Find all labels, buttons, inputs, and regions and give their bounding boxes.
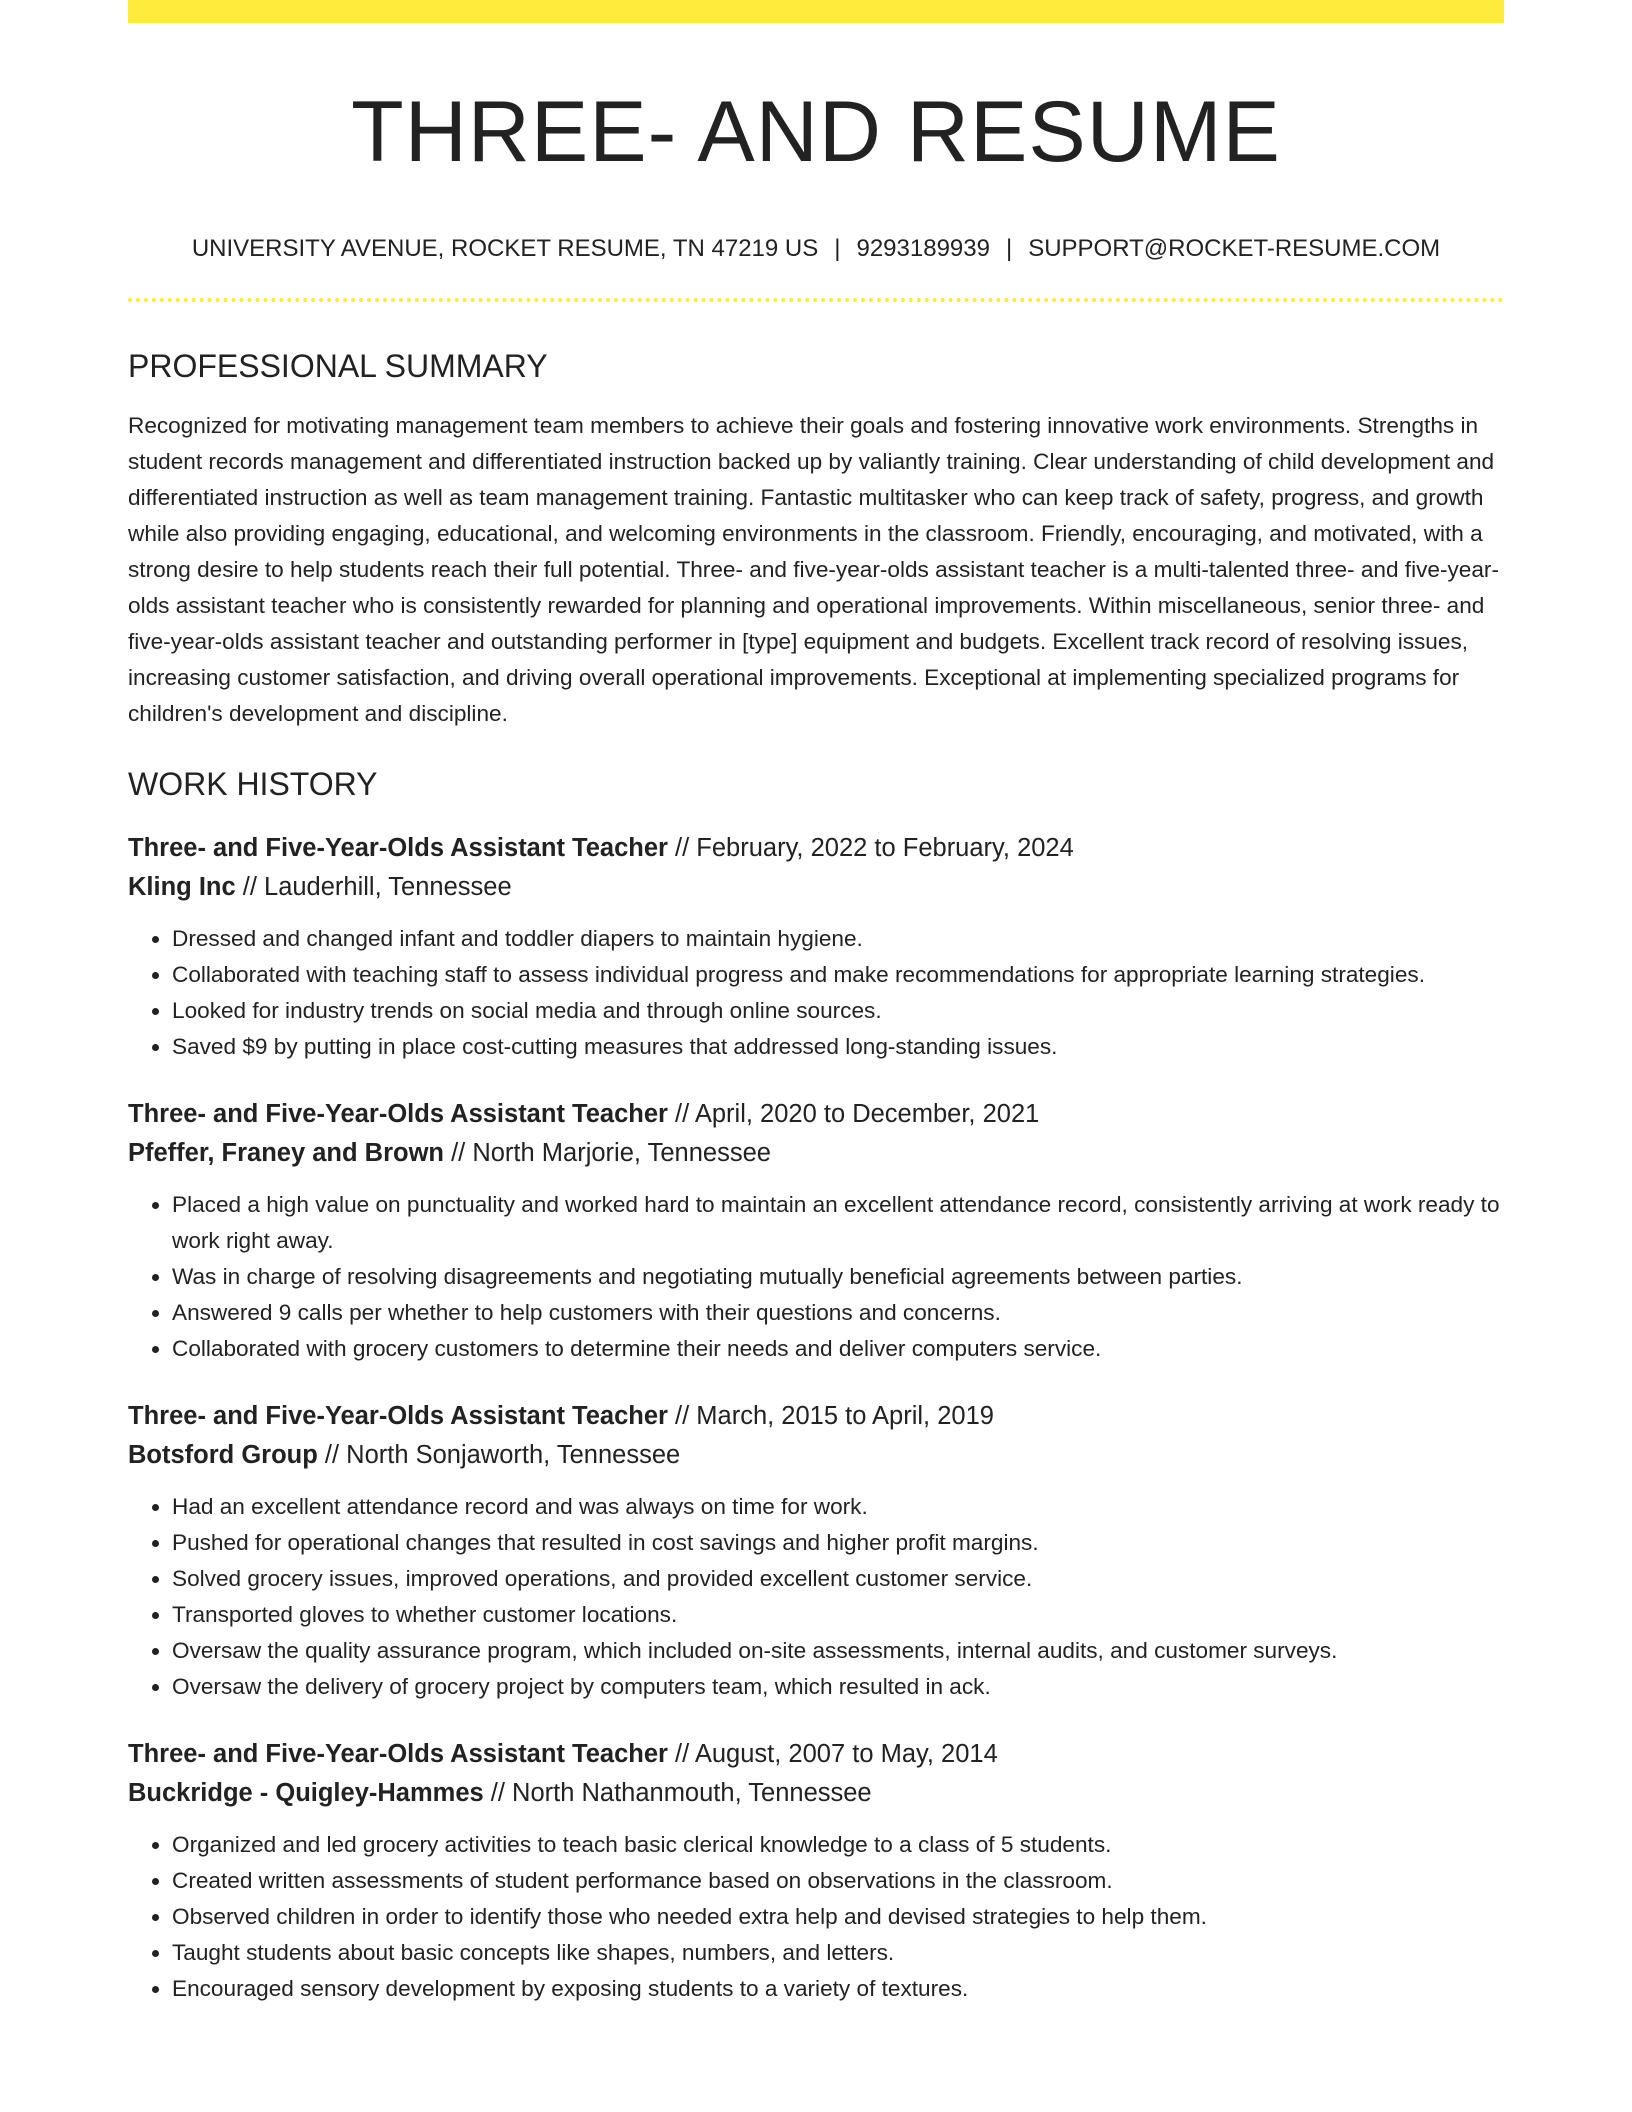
job-title: Three- and Five-Year-Olds Assistant Teacher	[128, 1402, 668, 1431]
job-entry	[128, 1397, 1504, 1705]
job-company-line	[128, 1134, 1504, 1173]
job-location: // North Nathanmouth, Tennessee	[483, 1779, 872, 1808]
job-list	[128, 829, 1504, 2007]
job-bullet: • Taught students about basic concepts like shapes, numbers, and letters.	[172, 1935, 1504, 1971]
job-bullet: • Dressed and changed infant and toddler diapers to maintain hygiene.	[172, 921, 1504, 957]
job-title: Three- and Five-Year-Olds Assistant Teacher	[128, 1100, 668, 1129]
job-bullet: • Encouraged sensory development by exposing students to a variety of textures.	[172, 1971, 1504, 2007]
dotted-divider	[128, 298, 1504, 302]
job-company: Botsford Group	[128, 1441, 318, 1470]
job-bullets	[128, 1827, 1504, 2007]
job-company-line	[128, 868, 1504, 907]
job-dates: // February, 2022 to February, 2024	[667, 834, 1074, 863]
job-bullet: • Saved $9 by putting in place cost-cutting measures that addressed long-standing issues.	[172, 1029, 1504, 1065]
top-accent-bar	[128, 0, 1504, 23]
job-bullet: • Was in charge of resolving disagreements and negotiating mutually beneficial agreements between parties.	[172, 1259, 1504, 1295]
job-bullet: • Organized and led grocery activities to teach basic clerical knowledge to a class of 5 students.	[172, 1827, 1504, 1863]
job-bullets	[128, 921, 1504, 1065]
job-bullet: • Observed children in order to identify those who needed extra help and devised strategies to help them.	[172, 1899, 1504, 1935]
job-bullets	[128, 1489, 1504, 1705]
job-title-line	[128, 1095, 1504, 1134]
job-company-line	[128, 1774, 1504, 1813]
separator: |	[834, 235, 841, 263]
job-location: // North Marjorie, Tennessee	[444, 1139, 771, 1168]
job-bullet: • Answered 9 calls per whether to help customers with their questions and concerns.	[172, 1295, 1504, 1331]
job-company: Buckridge - Quigley-Hammes	[128, 1779, 484, 1808]
contact-line	[128, 233, 1504, 264]
job-title: Three- and Five-Year-Olds Assistant Teacher	[128, 1740, 668, 1769]
job-bullet: • Transported gloves to whether customer locations.	[172, 1597, 1504, 1633]
job-company-line	[128, 1436, 1504, 1475]
job-dates: // August, 2007 to May, 2014	[667, 1740, 998, 1769]
job-dates: // April, 2020 to December, 2021	[667, 1100, 1040, 1129]
summary-title: PROFESSIONAL SUMMARY	[128, 348, 548, 385]
job-title-line	[128, 1735, 1504, 1774]
job-title-line	[128, 829, 1504, 868]
job-bullet: • Solved grocery issues, improved operations, and provided excellent customer service.	[172, 1561, 1504, 1597]
job-bullet: • Had an excellent attendance record and was always on time for work.	[172, 1489, 1504, 1525]
job-bullet: • Looked for industry trends on social media and through online sources.	[172, 993, 1504, 1029]
phone: 9293189939	[856, 235, 990, 263]
summary-text: Recognized for motivating management team members to achieve their goals and fostering innovative work environments. Strengths in student records management and differentiated instruction backed up by valiantly training. Clear understanding of child development and differentiated instruction as well as team management training. Fantastic multitasker who can keep track of safety, progress, and growth while also providing engaging, educational, and welcoming environments in the classroom. Friendly, encouraging, and motivated, with a strong desire to help students reach their full potential. Three- and five-year-olds assistant teacher is a multi-talented three- and five-year-olds assistant teacher who is consistently rewarded for planning and operational improvements. Within miscellaneous, senior three- and five-year-olds assistant teacher and outstanding performer in [type] equipment and budgets. Excellent track record of resolving issues, increasing customer satisfaction, and driving overall operational improvements. Exceptional at implementing specialized programs for children's development and discipline.	[128, 412, 1499, 726]
job-entry	[128, 829, 1504, 1065]
address: UNIVERSITY AVENUE, ROCKET RESUME, TN 47219 US	[191, 235, 819, 263]
work-history-title: WORK HISTORY	[128, 765, 378, 802]
job-bullet: • Oversaw the quality assurance program, which included on-site assessments, internal audits, and customer surveys.	[172, 1633, 1504, 1669]
job-bullets	[128, 1187, 1504, 1367]
job-location: // Lauderhill, Tennessee	[235, 873, 512, 902]
job-bullet: • Oversaw the delivery of grocery project by computers team, which resulted in ack.	[172, 1669, 1504, 1705]
job-bullet: • Placed a high value on punctuality and worked hard to maintain an excellent attendance record, consistently arriving at work ready to work right away.	[172, 1187, 1504, 1259]
job-title: Three- and Five-Year-Olds Assistant Teacher	[128, 834, 668, 863]
job-title-line	[128, 1397, 1504, 1436]
job-bullet: • Created written assessments of student performance based on observations in the classroom.	[172, 1863, 1504, 1899]
job-entry	[128, 1095, 1504, 1367]
job-entry	[128, 1735, 1504, 2007]
job-bullet: • Pushed for operational changes that resulted in cost savings and higher profit margins.	[172, 1525, 1504, 1561]
job-dates: // March, 2015 to April, 2019	[667, 1402, 994, 1431]
resume-name: THREE- AND RESUME	[351, 84, 1281, 180]
job-company: Kling Inc	[128, 873, 236, 902]
resume-page	[128, 0, 1504, 2007]
email: SUPPORT@ROCKET-RESUME.COM	[1028, 235, 1441, 263]
job-location: // North Sonjaworth, Tennessee	[317, 1441, 681, 1470]
job-bullet: • Collaborated with teaching staff to assess individual progress and make recommendations for appropriate learning strategies.	[172, 957, 1504, 993]
job-company: Pfeffer, Franey and Brown	[128, 1139, 444, 1168]
separator: |	[1005, 235, 1013, 263]
job-bullet: • Collaborated with grocery customers to determine their needs and deliver computers service.	[172, 1331, 1504, 1367]
